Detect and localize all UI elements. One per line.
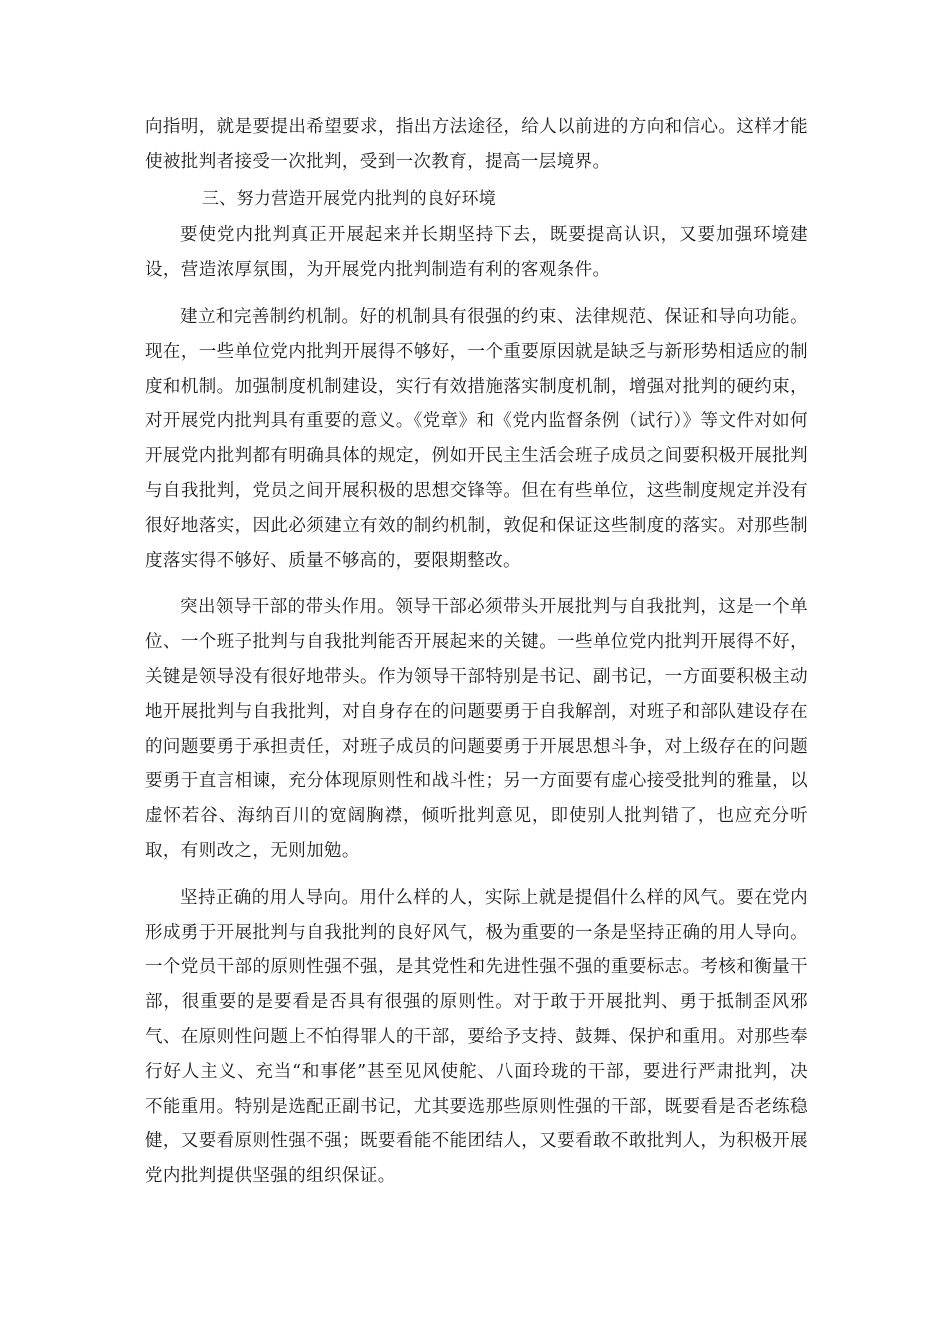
- section-heading: 三、努力营造开展党内批判的良好环境: [202, 188, 497, 209]
- document-body: [145, 110, 808, 1194]
- paragraph-intro: 要使党内批判真正开展起来并长期坚持下去，既要提高认识，又要加强环境建设，营造浓厚氛围，为开展党内批判制造有利的客观条件。: [145, 225, 808, 281]
- paragraph-continued: 向指明，就是要提出希望要求，指出方法途径，给人以前进的方向和信心。这样才能使被批判者接受一次批判，受到一次教育，提高一层境界。: [145, 117, 808, 172]
- paragraph-personnel: 坚持正确的用人导向。用什么样的人，实际上就是提倡什么样的风气。要在党内形成勇于开展批判与自我批判的良好风气，极为重要的一条是坚持正确的用人导向。一个党员干部的原则性强不强，是其党性和先进性强不强的重要标志。考核和衡量干部，很重要的是要看是否具有很强的原则性。对于敢于开展批判、勇于抵制歪风邪气、在原则性问题上不怕得罪人的干部，要给予支持、鼓舞、保护和重用。对那些奉行好人主义、充当“和事佬”甚至见风使舵、八面玲珑的干部，要进行严肃批判，决不能重用。特别是选配正副书记，尤其要选那些原则性强的干部，既要看是否老练稳健，又要看原则性强不强；既要看能不能团结人，又要看敢不敢批判人，为积极开展党内批判提供坚强的组织保证。: [145, 887, 808, 1187]
- paragraph-leadership: 突出领导干部的带头作用。领导干部必须带头开展批判与自我批判，这是一个单位、一个班子批判与自我批判能否开展起来的关键。一些单位党内批判开展得不好，关键是领导没有很好地带头。作为领导干部特别是书记、副书记，一方面要积极主动地开展批判与自我批判，对自身存在的问题要勇于自我解剖，对班子和部队建设存在的问题要勇于承担责任，对班子成员的问题要勇于开展思想斗争，对上级存在的问题要勇于直言相谏，充分体现原则性和战斗性；另一方面要有虚心接受批判的雅量，以虚怀若谷、海纳百川的宽阔胸襟，倾听批判意见，即使别人批判错了，也应充分听取，有则改之，无则加勉。: [145, 597, 808, 861]
- paragraph-mechanism: 建立和完善制约机制。好的机制具有很强的约束、法律规范、保证和导向功能。现在，一些单位党内批判开展得不够好，一个重要原因就是缺乏与新形势相适应的制度和机制。加强制度机制建设，实行有效措施落实制度机制，增强对批判的硬约束，对开展党内批判具有重要的意义。《党章》和《党内监督条例（试行）》等文件对如何开展党内批判都有明确具体的规定，例如开民主生活会班子成员之间要积极开展批判与自我批判，党员之间开展积极的思想交锋等。但在有些单位，这些制度规定并没有很好地落实，因此必须建立有效的制约机制，敦促和保证这些制度的落实。对那些制度落实得不够好、质量不够高的，要限期整改。: [145, 306, 808, 571]
